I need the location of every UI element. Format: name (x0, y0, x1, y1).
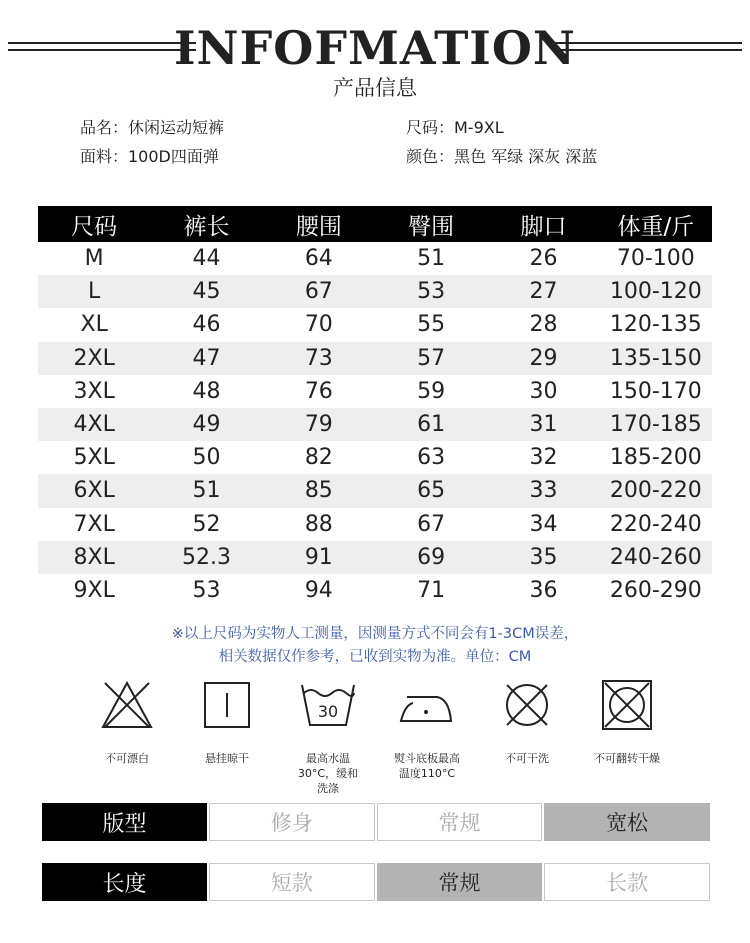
table-row (38, 474, 712, 507)
table-cell: 44 (192, 246, 221, 272)
measurement-note-line1: ※以上尺码为实物人工测量，因测量方式不同会有1-3CM误差， (171, 626, 579, 642)
size-table-header (38, 206, 712, 242)
table-cell: 6XL (38, 474, 150, 507)
fit-length-option: 常规 (377, 863, 543, 901)
table-cell: 30 (529, 378, 558, 404)
table-cell: 120-135 (609, 312, 702, 338)
table-cell: 88 (304, 511, 333, 537)
care-label: 悬挂晾干 (205, 752, 249, 765)
table-cell: 48 (192, 378, 221, 404)
table-row (38, 574, 712, 607)
table-cell: 7XL (73, 511, 115, 537)
care-item (572, 677, 682, 766)
table-cell: 82 (304, 445, 333, 471)
table-cell: 64 (304, 246, 333, 272)
table-cell: 46 (192, 312, 221, 338)
table-row (38, 408, 712, 441)
table-cell: 32 (529, 445, 558, 471)
care-item (472, 677, 582, 766)
table-row (38, 242, 712, 275)
table-cell: 94 (304, 577, 333, 603)
wash-30-icon (298, 677, 358, 733)
table-cell: 100-120 (600, 275, 712, 308)
table-cell: 49 (150, 408, 262, 441)
table-cell: 53 (375, 275, 487, 308)
fit-style-option: 修身 (209, 803, 375, 841)
fit-style-row (42, 803, 710, 841)
table-cell: 2XL (38, 342, 150, 375)
table-cell: 67 (263, 275, 375, 308)
table-cell: 220-240 (609, 511, 702, 537)
care-label: 熨斗底板最高温度110°C (394, 752, 460, 780)
product-color: 颜色：黑色 军绿 深灰 深蓝 (406, 147, 598, 166)
product-size: 尺码：M-9XL (406, 118, 504, 137)
table-cell: 185-200 (609, 445, 702, 471)
table-cell: 135-150 (600, 342, 712, 375)
table-row (38, 541, 712, 574)
table-cell: 47 (150, 342, 262, 375)
care-label: 最高水温30°C，缓和洗涤 (297, 752, 359, 795)
table-cell: 71 (417, 577, 446, 603)
page-subtitle: 产品信息 (333, 76, 417, 100)
care-label: 不可干洗 (505, 752, 549, 765)
table-cell: 45 (150, 275, 262, 308)
table-cell: 65 (375, 474, 487, 507)
table-cell: 27 (487, 275, 599, 308)
measurement-note-line2: 相关数据仅作参考，已收到实物为准。单位：CM (218, 649, 532, 665)
header-cell: 腰围 (263, 206, 375, 242)
header-cell: 脚口 (487, 206, 599, 242)
page-title: INFOFMATION (174, 21, 576, 75)
fit-length-label: 长度 (42, 863, 207, 901)
table-cell: 70-100 (616, 246, 695, 272)
table-cell: 150-170 (609, 378, 702, 404)
fit-style-label: 版型 (42, 803, 207, 841)
table-cell: 5XL (73, 445, 115, 471)
table-cell: 31 (487, 408, 599, 441)
table-cell: 57 (375, 342, 487, 375)
table-cell: 85 (263, 474, 375, 507)
iron-110-icon (397, 677, 457, 733)
care-label: 不可翻转干燥 (594, 752, 660, 765)
table-row (38, 308, 712, 341)
table-cell: 33 (487, 474, 599, 507)
table-cell: 4XL (38, 408, 150, 441)
table-cell: 79 (263, 408, 375, 441)
table-cell: 63 (417, 445, 446, 471)
product-fabric: 面料：100D四面弹 (80, 147, 219, 166)
table-cell: 8XL (38, 541, 150, 574)
header-cell: 裤长 (150, 206, 262, 242)
table-cell: 200-220 (600, 474, 712, 507)
care-item (72, 677, 182, 766)
table-cell: 3XL (73, 378, 115, 404)
table-cell: M (84, 246, 104, 272)
table-row (38, 342, 712, 375)
table-cell: 26 (529, 246, 558, 272)
product-name: 品名：休闲运动短裤 (80, 118, 225, 137)
wash-temp: 30 (317, 702, 339, 721)
table-cell: 36 (529, 577, 558, 603)
no-tumble-dry-icon (599, 677, 655, 733)
fit-length-option: 短款 (209, 863, 375, 901)
table-cell: 170-185 (600, 408, 712, 441)
fit-length-option: 长款 (544, 863, 710, 901)
table-cell: 59 (417, 378, 446, 404)
table-cell: 52.3 (150, 541, 262, 574)
header-cell: 尺码 (38, 206, 150, 242)
table-cell: 50 (192, 445, 221, 471)
table-cell: 91 (263, 541, 375, 574)
header (0, 18, 750, 78)
table-row (38, 508, 712, 541)
hang-dry-icon (199, 677, 255, 733)
no-bleach-icon (99, 677, 155, 733)
table-cell: 35 (487, 541, 599, 574)
table-cell: 260-290 (609, 577, 702, 603)
table-cell: 51 (417, 246, 446, 272)
table-cell: 34 (529, 511, 558, 537)
care-item (172, 677, 282, 766)
no-dry-clean-icon (499, 677, 555, 733)
table-cell: XL (80, 312, 108, 338)
care-label: 不可漂白 (105, 752, 149, 765)
fit-style-option: 常规 (377, 803, 543, 841)
table-cell: 73 (263, 342, 375, 375)
table-cell: 240-260 (600, 541, 712, 574)
table-cell: 70 (304, 312, 333, 338)
table-row (38, 275, 712, 308)
table-cell: 53 (192, 577, 221, 603)
table-cell: 29 (487, 342, 599, 375)
fit-length-row (42, 863, 710, 901)
table-row (38, 375, 712, 408)
care-item (372, 677, 482, 781)
table-cell: 67 (417, 511, 446, 537)
table-row (38, 441, 712, 474)
table-cell: 52 (192, 511, 221, 537)
care-item (272, 677, 384, 796)
table-cell: L (38, 275, 150, 308)
table-cell: 9XL (73, 577, 115, 603)
table-cell: 28 (529, 312, 558, 338)
table-cell: 61 (375, 408, 487, 441)
size-table (38, 206, 712, 607)
table-cell: 69 (375, 541, 487, 574)
header-cell: 臀围 (375, 206, 487, 242)
header-cell: 体重/斤 (600, 206, 712, 242)
table-cell: 76 (304, 378, 333, 404)
table-cell: 51 (150, 474, 262, 507)
fit-style-option: 宽松 (544, 803, 710, 841)
table-cell: 55 (417, 312, 446, 338)
